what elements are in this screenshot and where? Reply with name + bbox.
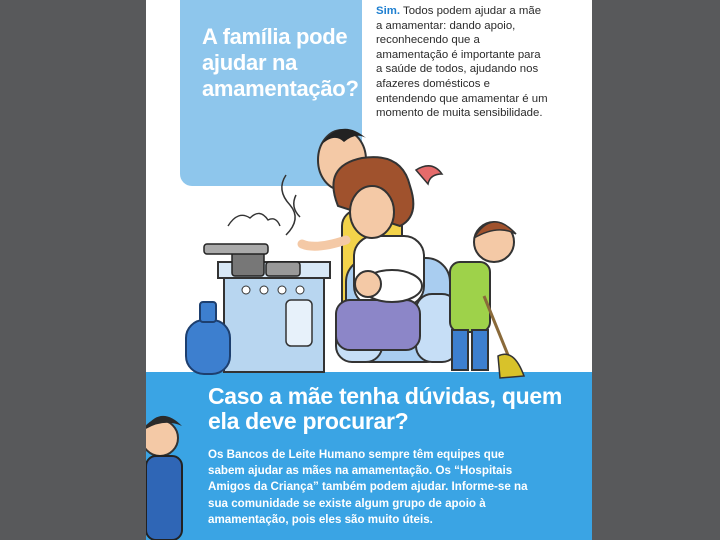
steam-cloud bbox=[228, 213, 280, 226]
family-illustration bbox=[146, 0, 592, 380]
stove bbox=[218, 262, 330, 372]
leaflet-page bbox=[146, 0, 592, 540]
help-question-heading: Caso a mãe tenha dúvidas, quem ela deve procurar? bbox=[208, 383, 563, 434]
answer-body: Todos podem ajudar a mãe a amamentar: dando apoio, reconhecendo que a amamentação é importante para a saúde de todos, ajudando nos afazeres domésticos e entendendo que amamentar é um momento de muita sensibilidade. bbox=[376, 5, 548, 120]
family-question-heading: A família pode ajudar na amamentação? bbox=[202, 24, 359, 101]
help-answer-text: Os Bancos de Leite Humano sempre têm equipes que sabem ajudar as mães na amamentação. Os “Hospitais Amigos da Criança” também podem ajudar. Informe-se na sua comunidade se existe algum grupo de apoio à amamentação, pois eles são muito úteis. bbox=[208, 448, 528, 526]
boy-figure bbox=[450, 222, 524, 378]
doctor-illustration bbox=[146, 412, 206, 540]
baby-figure bbox=[355, 270, 422, 302]
answer-lead: Sim. bbox=[376, 5, 401, 17]
